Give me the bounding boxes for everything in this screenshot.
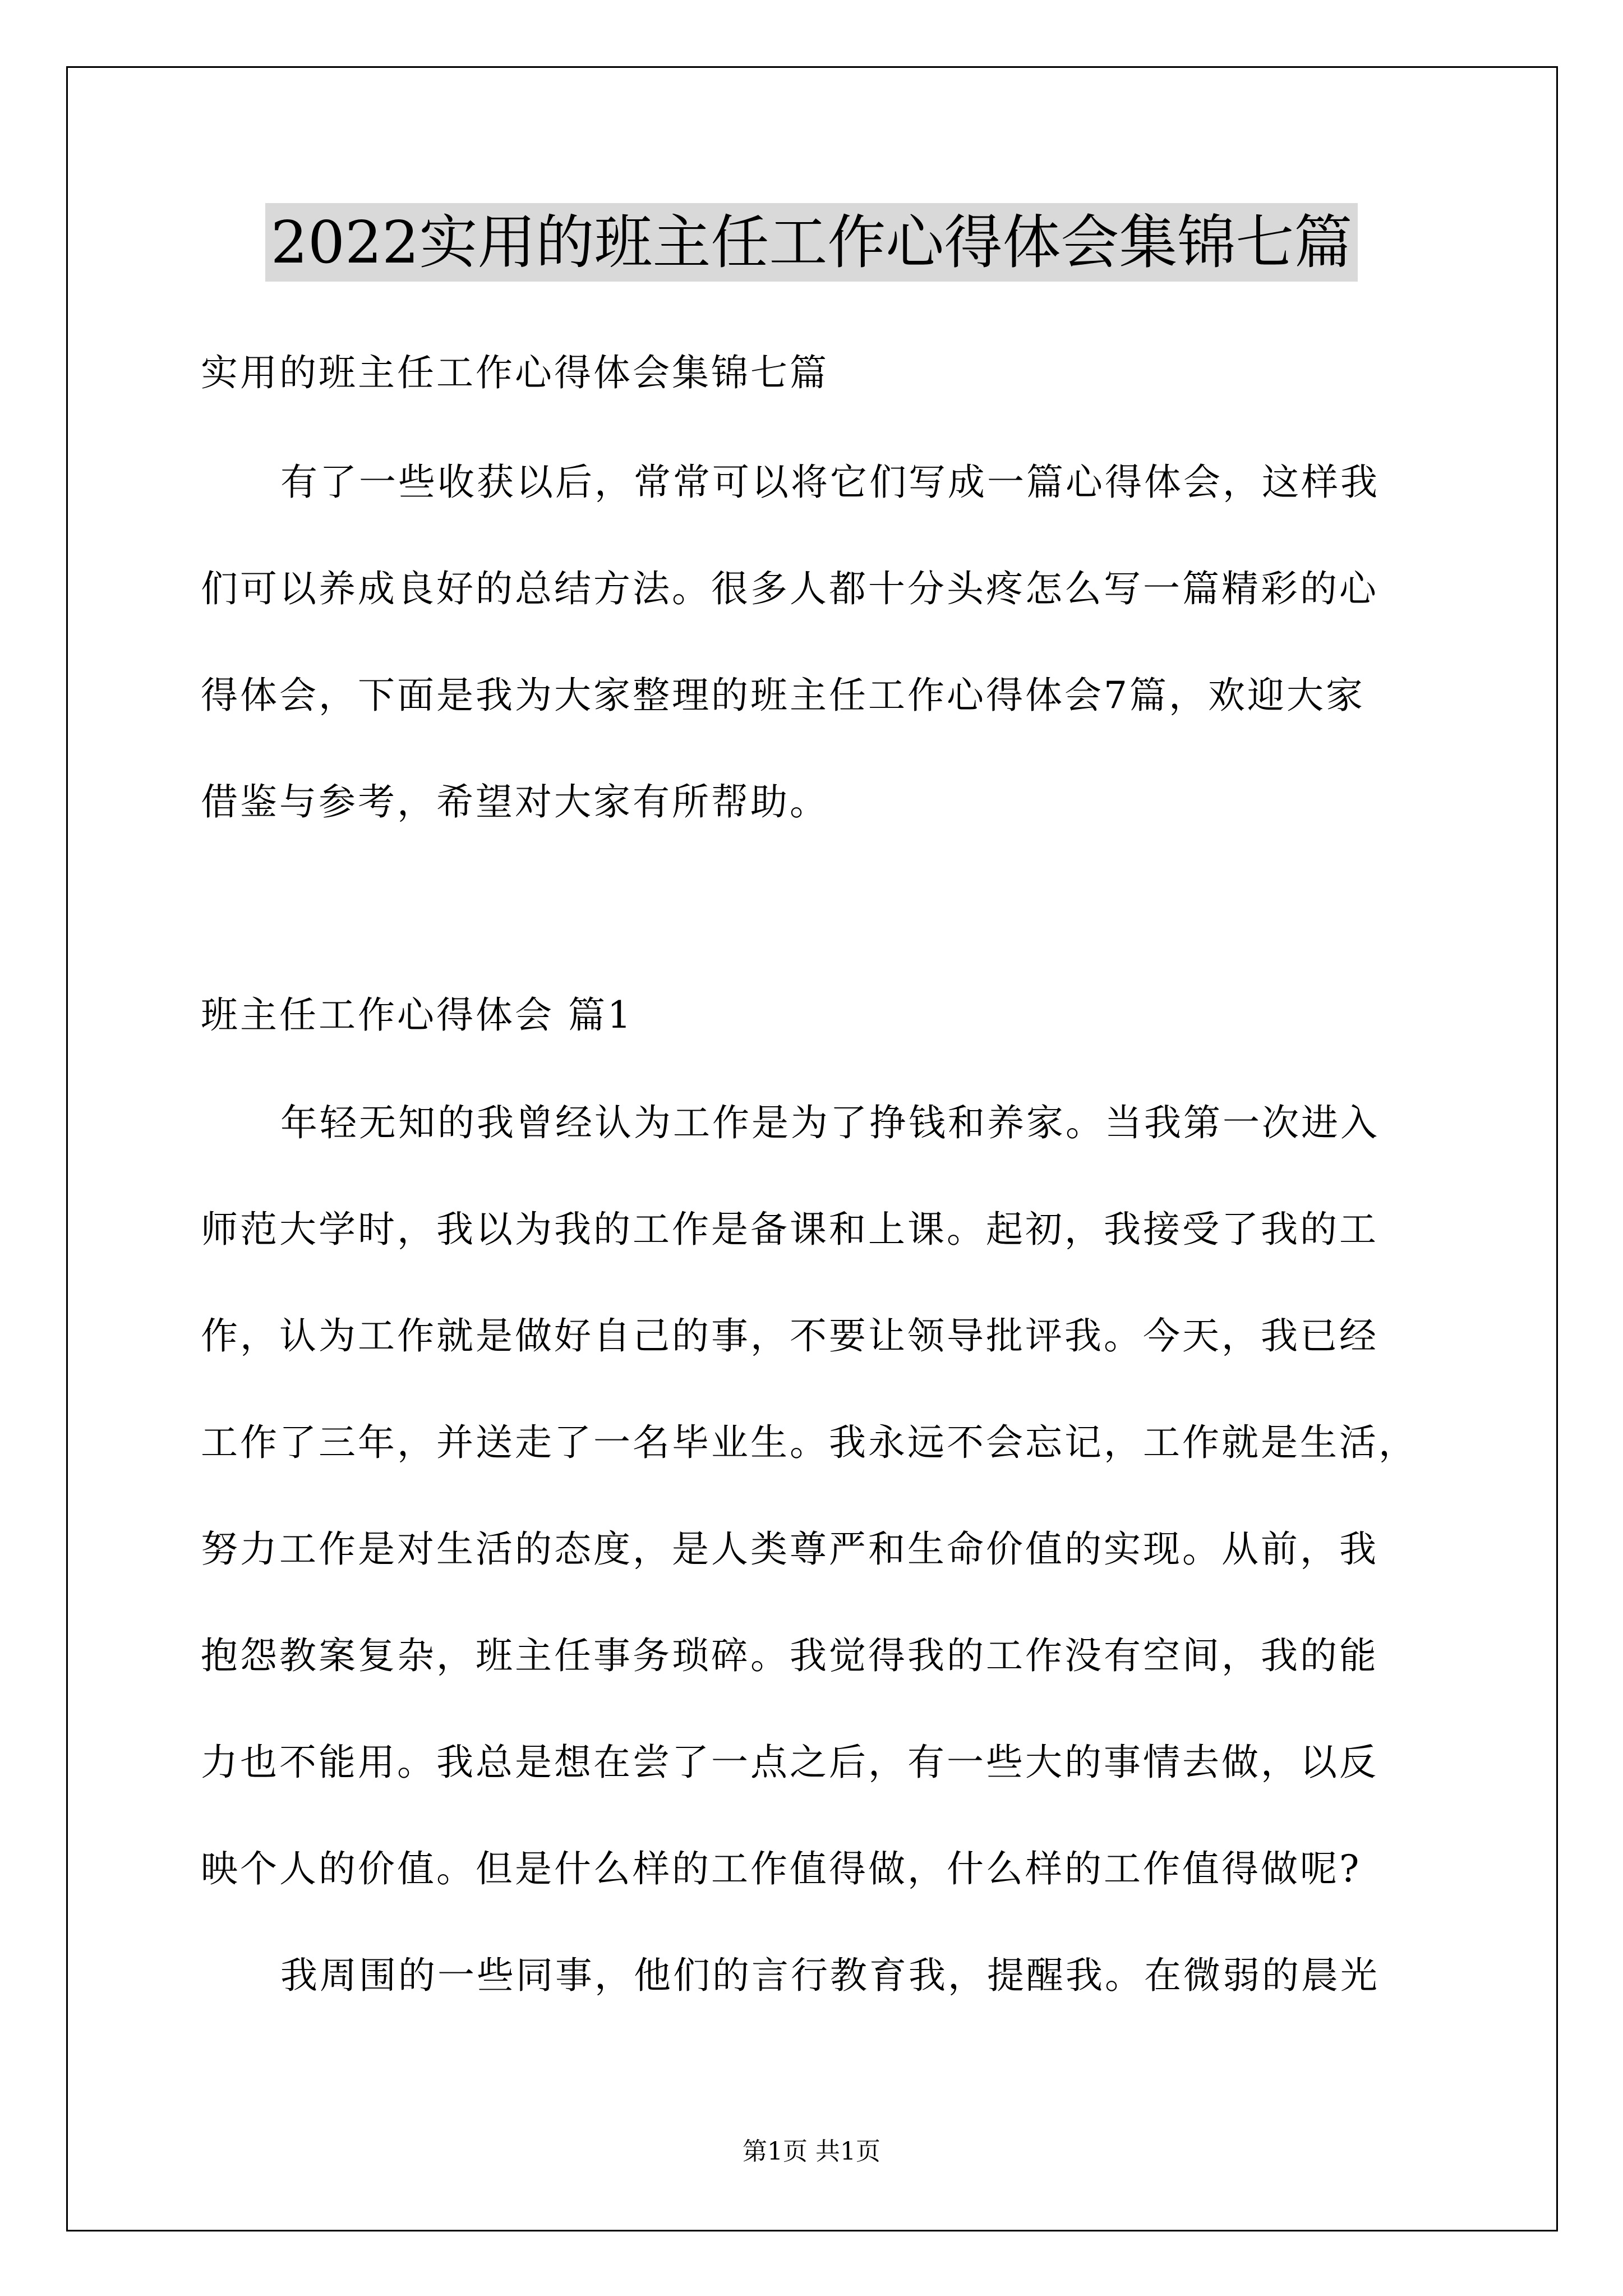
section-line-3: 作，认为工作就是做好自己的事，不要让领导批评我。今天，我已经 <box>201 1314 1378 1358</box>
intro-line-2: 们可以养成良好的总结方法。很多人都十分头疼怎么写一篇精彩的心 <box>201 567 1378 610</box>
section-line-7: 力也不能用。我总是想在尝了一点之后，有一些大的事情去做，以反 <box>201 1741 1378 1784</box>
intro-line-4: 借鉴与参考，希望对大家有所帮助。 <box>201 780 829 823</box>
section-line-5: 努力工作是对生活的态度，是人类尊严和生命价值的实现。从前，我 <box>201 1527 1378 1571</box>
document-subtitle: 实用的班主任工作心得体会集锦七篇 <box>201 351 829 394</box>
intro-line-3: 得体会，下面是我为大家整理的班主任工作心得体会7篇，欢迎大家 <box>201 674 1365 717</box>
section-line-8: 映个人的价值。但是什么样的工作值得做，什么样的工作值得做呢? <box>201 1847 1362 1890</box>
intro-line-1: 有了一些收获以后，常常可以将它们写成一篇心得体会，这样我 <box>280 461 1380 504</box>
title-container <box>0 203 1623 282</box>
document-title: 2022实用的班主任工作心得体会集锦七篇 <box>265 203 1358 282</box>
section-line-2: 师范大学时，我以为我的工作是备课和上课。起初，我接受了我的工 <box>201 1208 1378 1251</box>
section-line-1: 年轻无知的我曾经认为工作是为了挣钱和养家。当我第一次进入 <box>280 1101 1380 1144</box>
page-footer: 第1页 共1页 <box>743 2137 880 2166</box>
section-line-4: 工作了三年，并送走了一名毕业生。我永远不会忘记，工作就是生活， <box>201 1421 1418 1464</box>
section-heading: 班主任工作心得体会 篇1 <box>201 993 633 1037</box>
section-line-9: 我周围的一些同事，他们的言行教育我，提醒我。在微弱的晨光 <box>280 1954 1380 1997</box>
section-line-6: 抱怨教案复杂，班主任事务琐碎。我觉得我的工作没有空间，我的能 <box>201 1634 1378 1677</box>
